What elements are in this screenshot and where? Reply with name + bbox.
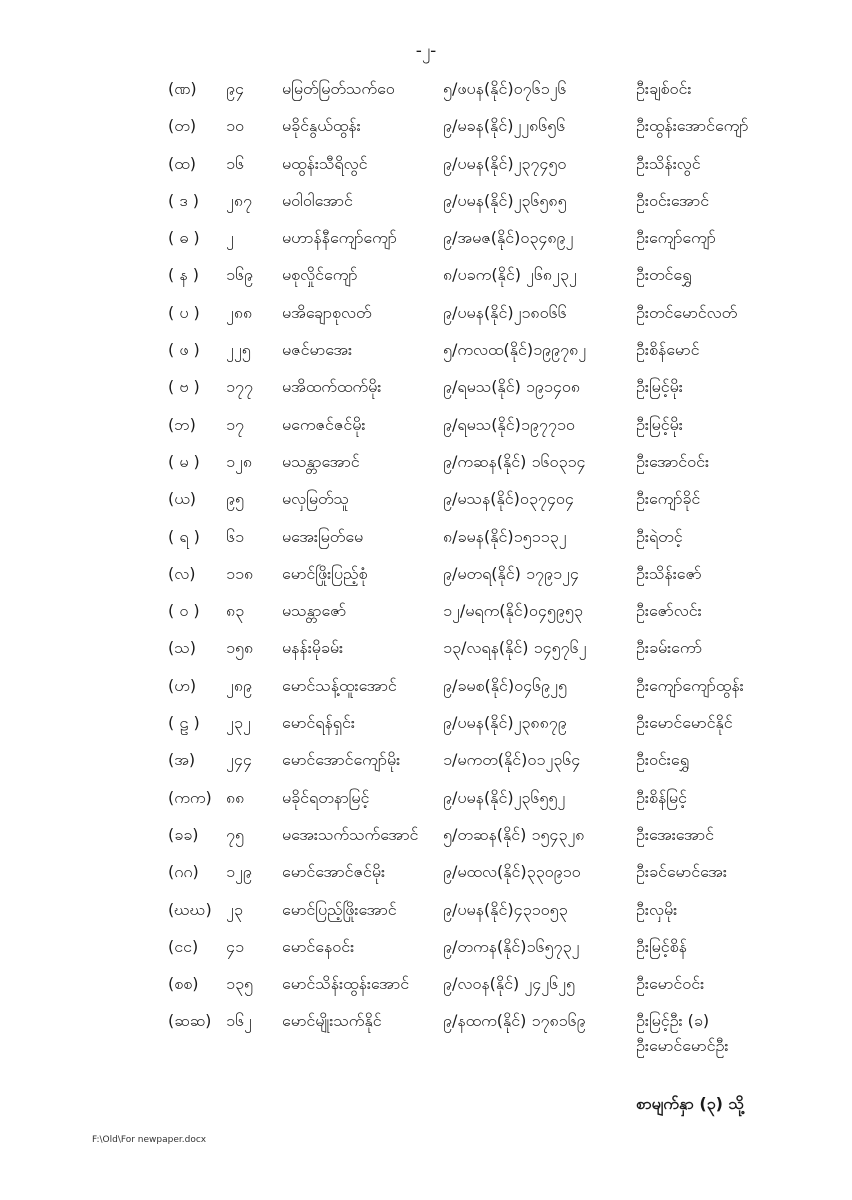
list-item	[0, 370, 852, 407]
list-item	[0, 258, 852, 295]
entry-index: (ယ)	[168, 489, 197, 509]
entry-name: မအေးမြတ်မေ	[282, 526, 364, 546]
entry-index: ( ဖ )	[168, 340, 200, 360]
entry-index: (ဆဆ)	[168, 1011, 212, 1031]
entry-number: ၂၈၇	[226, 190, 252, 210]
entry-number: ၉၅	[226, 489, 244, 509]
entry-index: (ခခ)	[168, 824, 199, 844]
entry-number: ၂၄၄	[226, 750, 252, 770]
entry-name: မထွန်းသီရိလွင်	[282, 153, 368, 173]
entry-index: (ဂဂ)	[168, 862, 199, 882]
entry-index: (ငင)	[168, 936, 199, 956]
entry-number: ၂၈၈	[226, 302, 253, 322]
list-item	[0, 594, 852, 631]
entry-nrc: ၈/ပခက(နိုင်) ၂၆၈၂၃၂	[443, 265, 577, 285]
list-item	[0, 408, 852, 445]
entry-father: ဦးသိန်းလွင်	[636, 153, 701, 173]
entry-name: မောင်သန့်ထူးအောင်	[282, 675, 397, 695]
entry-index: (ဏ)	[168, 79, 197, 98]
entry-nrc: ၅/ကလထ(နိုင်)၁၉၉၇၈၂	[443, 340, 587, 360]
entry-index: ( န )	[168, 265, 199, 285]
entry-father: ဦးစိန်မြင့်	[636, 787, 687, 807]
entry-name: မောင်ရန်ရှင်း	[282, 713, 355, 733]
list-item	[0, 296, 852, 333]
entry-number: ၂	[226, 228, 234, 248]
entry-nrc: ၉/တကန(နိုင်)၁၆၅၇၃၂	[443, 936, 580, 956]
list-item	[0, 184, 852, 221]
entry-nrc: ၉/ပမန(နိုင်)၂၃၆၅၈၅	[443, 190, 567, 210]
entry-nrc: ၁/မကတ(နိုင်)၀၁၂၃၆၄	[443, 750, 581, 770]
list-item	[0, 109, 852, 146]
entry-index: (စစ)	[168, 974, 199, 994]
entry-number: ၁၁၈	[226, 563, 254, 583]
entry-number: ၁၆၂	[226, 1011, 252, 1031]
extra-father: ဦးမောင်မောင်ဦး	[636, 1036, 729, 1055]
list-item	[0, 669, 852, 706]
list-item	[0, 445, 852, 482]
entry-father: ဦးမြင့်မိုး	[636, 377, 683, 397]
entry-father: ဦးခမ်းကော်	[636, 638, 703, 658]
entry-name: မောင်ဖြိုးပြည့်စုံ	[282, 563, 368, 583]
list-item	[0, 781, 852, 818]
entry-number: ၂၃	[226, 899, 243, 919]
entry-name: မစုလှိုင်ကျော်	[282, 265, 358, 285]
entry-father: ဦးသိန်းဇော်	[636, 563, 702, 583]
entry-father: ဦးလှမိုး	[636, 899, 678, 919]
entry-name: မဇင်မာအေး	[282, 340, 353, 360]
entry-name: မောင်မျိုးသက်နိုင်	[282, 1011, 382, 1031]
entry-nrc: ၁၃/လရန(နိုင်) ၁၄၅၇၆၂	[443, 638, 587, 658]
entry-father: ဦးမြင့်ဦး (ခ)	[636, 1011, 710, 1031]
entry-index: (ဃဃ)	[168, 899, 212, 919]
entry-index: ( ဠ )	[168, 713, 200, 733]
list-item	[0, 930, 852, 967]
list-item	[0, 967, 852, 1004]
list-item	[0, 147, 852, 184]
entry-name: မခိုင်ရတနာမြင့်	[282, 787, 370, 807]
entry-nrc: ၉/ပမန(နိုင်)၄၃၁၀၅၃	[443, 899, 568, 919]
entry-nrc: ၈/ခမန(နိုင်)၁၅၁၁၃၂	[443, 526, 567, 546]
entry-father: ဦးကျော်ခိုင်	[636, 489, 701, 509]
list-item	[0, 482, 852, 519]
entry-nrc: ၉/မတရ(နိုင်) ၁၇၉၁၂၄	[443, 563, 579, 583]
entry-number: ၁၅၈	[226, 638, 254, 658]
entry-father: ဦးအေးအောင်	[636, 824, 714, 844]
entry-index: (ကက)	[168, 787, 212, 807]
entry-nrc: ၉/ပမန(နိုင်)၂၃၆၅၅၂	[443, 787, 566, 807]
list-item	[0, 893, 852, 930]
entry-nrc: ၉/ရမသ(နိုင်) ၁၉၁၄၀၈	[443, 377, 581, 397]
entry-number: ၁၆	[226, 153, 244, 173]
entry-father: ဦးမောင်ဝင်း	[636, 974, 705, 994]
entry-name: မအိထက်ထက်မိုး	[282, 377, 382, 397]
entry-father: ဦးတင်မောင်လတ်	[636, 302, 738, 322]
entry-father: ဦးခင်မောင်အေး	[636, 862, 727, 882]
entry-name: မခိုင်နွယ်ထွန်း	[282, 116, 361, 136]
entry-index: ( မ )	[168, 451, 200, 471]
file-path: F:\Old\For newpaper.docx	[92, 1135, 207, 1145]
list-item	[0, 743, 852, 780]
entry-index: (သ)	[168, 638, 196, 658]
entry-name: မမြတ်မြတ်သက်ဝေ	[282, 79, 395, 98]
entry-father: ဦးကျော်ကျော်ထွန်း	[636, 675, 744, 695]
entry-name: မသန္တာဇော်	[282, 601, 347, 621]
entry-name: မောင်အောင်ကျော်မိုး	[282, 750, 401, 770]
entry-nrc: ၉/လဝန(နိုင်) ၂၄၂၆၂၅	[443, 974, 575, 994]
entry-name: မောင်နေဝင်း	[282, 936, 355, 956]
entry-nrc: ၉/မထလ(နိုင်)၃၃၀၉၁၀	[443, 862, 581, 882]
list-item	[0, 818, 852, 855]
entry-number: ၂၂၅	[226, 340, 251, 360]
entry-nrc: ၉/အမဇ(နိုင်)၀၃၄၈၉၂	[443, 228, 574, 248]
entry-nrc: ၉/ပမန(နိုင်)၂၁၈၀၆၆	[443, 302, 567, 322]
entry-name: မအေးသက်သက်အောင်	[282, 824, 419, 844]
entry-father: ဦးချစ်ဝင်း	[636, 79, 692, 98]
entry-number: ၁၇	[226, 414, 244, 434]
entry-name: မသန္တာအောင်	[282, 451, 360, 471]
entry-index: (အ)	[168, 750, 196, 770]
entry-number: ၂၈၉	[226, 675, 252, 695]
entry-name: မကေဇင်ဇင်မိုး	[282, 414, 366, 434]
list-item	[0, 706, 852, 743]
entry-nrc: ၁၂/မရက(နိုင်)၀၄၅၉၅၃	[443, 601, 583, 621]
entry-father: ဦးမြင့်မိုး	[636, 414, 683, 434]
entry-nrc: ၉/ပမန(နိုင်)၂၃၇၄၅၀	[443, 153, 567, 173]
entry-father: ဦးမောင်မောင်နိုင်	[636, 713, 733, 733]
entry-number: ၁၀	[226, 116, 244, 136]
list-item	[0, 631, 852, 668]
entry-number: ၂၃၂	[226, 713, 251, 733]
entry-name: မဝါဝါအောင်	[282, 190, 353, 210]
entry-number: ၁၂၉	[226, 862, 252, 882]
entry-index: ( ဒ )	[168, 190, 199, 210]
entry-number: ၁၇၇	[226, 377, 253, 397]
entry-nrc: ၉/မသန(နိုင်)၀၃၇၄၀၄	[443, 489, 574, 509]
entry-index: ( ပ )	[168, 302, 200, 322]
entry-index: (ထ)	[168, 153, 196, 173]
entry-number: ၇၅	[226, 824, 244, 844]
entries-list	[0, 72, 852, 1042]
entry-nrc: ၉/နထက(နိုင်) ၁၇၈၁၆၉	[443, 1011, 586, 1031]
entry-index: ( ဝ )	[168, 601, 200, 621]
entry-number: ၉၄	[226, 79, 244, 98]
entry-index: ( ဓ )	[168, 228, 200, 248]
entry-father: ဦးဝင်းရွှေ	[636, 750, 690, 770]
entry-nrc: ၅/တဆန(နိုင်) ၁၅၄၃၂၈	[443, 824, 585, 844]
list-item	[0, 333, 852, 370]
entry-number: ၁၃၅	[226, 974, 253, 994]
entry-number: ၄၁	[226, 936, 244, 956]
page-number: -၂-	[415, 41, 437, 61]
entry-name: မအိချောစုလတ်	[282, 302, 372, 322]
entry-nrc: ၉/ပမန(နိုင်)၂၃၈၈၇၉	[443, 713, 567, 733]
entry-nrc: ၅/ဖပန(နိုင်)၀၇၆၁၂၆	[443, 79, 567, 98]
entry-father: ဦးစိန်မောင်	[636, 340, 700, 360]
entry-number: ၁၂၈	[226, 451, 252, 471]
entry-number: ၈၃	[226, 601, 245, 621]
entry-index: (လ)	[168, 563, 196, 583]
entry-index: ( ဗ )	[168, 377, 200, 397]
entry-name: မောင်သိန်းထွန်းအောင်	[282, 974, 410, 994]
entry-father: ဦးဝင်းအောင်	[636, 190, 710, 210]
entry-father: ဦးထွန်းအောင်ကျော်	[636, 116, 749, 136]
entry-name: မဟာန်နီကျော်ကျော်	[282, 228, 397, 248]
entry-father: ဦးကျော်ကျော်	[636, 228, 716, 248]
entry-nrc: ၉/ရမသ(နိုင်)၁၉၇၇၁၀	[443, 414, 575, 434]
list-item	[0, 855, 852, 892]
entry-number: ၆၁	[226, 526, 244, 546]
entry-nrc: ၉/ကဆန(နိုင်) ၁၆၀၃၁၄	[443, 451, 586, 471]
entry-father: ဦးမြင့်စိန်	[636, 936, 687, 956]
entry-number: ၁၆၉	[226, 265, 253, 285]
entry-index: (တ)	[168, 116, 197, 136]
entry-index: (ဘ)	[168, 414, 196, 434]
entry-father: ဦးတင်ရွှေ	[636, 265, 692, 285]
list-item	[0, 520, 852, 557]
continued-note: စာမျက်နှာ (၃) သို့	[636, 1094, 744, 1113]
entry-name: မောင်အောင်ဇင်မိုး	[282, 862, 386, 882]
entry-father: ဦးဇော်လင်း	[636, 601, 702, 621]
list-item	[0, 72, 852, 109]
entry-father: ဦးရဲတင့်	[636, 526, 683, 546]
list-item	[0, 557, 852, 594]
entry-number: ၈၈	[226, 787, 245, 807]
entry-father: ဦးအောင်ဝင်း	[636, 451, 710, 471]
entry-index: (ဟ)	[168, 675, 197, 695]
entry-index: ( ရ )	[168, 526, 200, 546]
entry-name: မနန်းမိုခမ်း	[282, 638, 344, 658]
entry-name: မောင်ပြည့်ဖြိုးအောင်	[282, 899, 397, 919]
entry-nrc: ၉/မခန(နိုင်)၂၂၈၆၅၆	[443, 116, 566, 136]
list-item	[0, 221, 852, 258]
entry-name: မလှမြတ်သူ	[282, 489, 350, 509]
entry-nrc: ၉/ခမစ(နိုင်)၀၄၆၉၂၅	[443, 675, 568, 695]
